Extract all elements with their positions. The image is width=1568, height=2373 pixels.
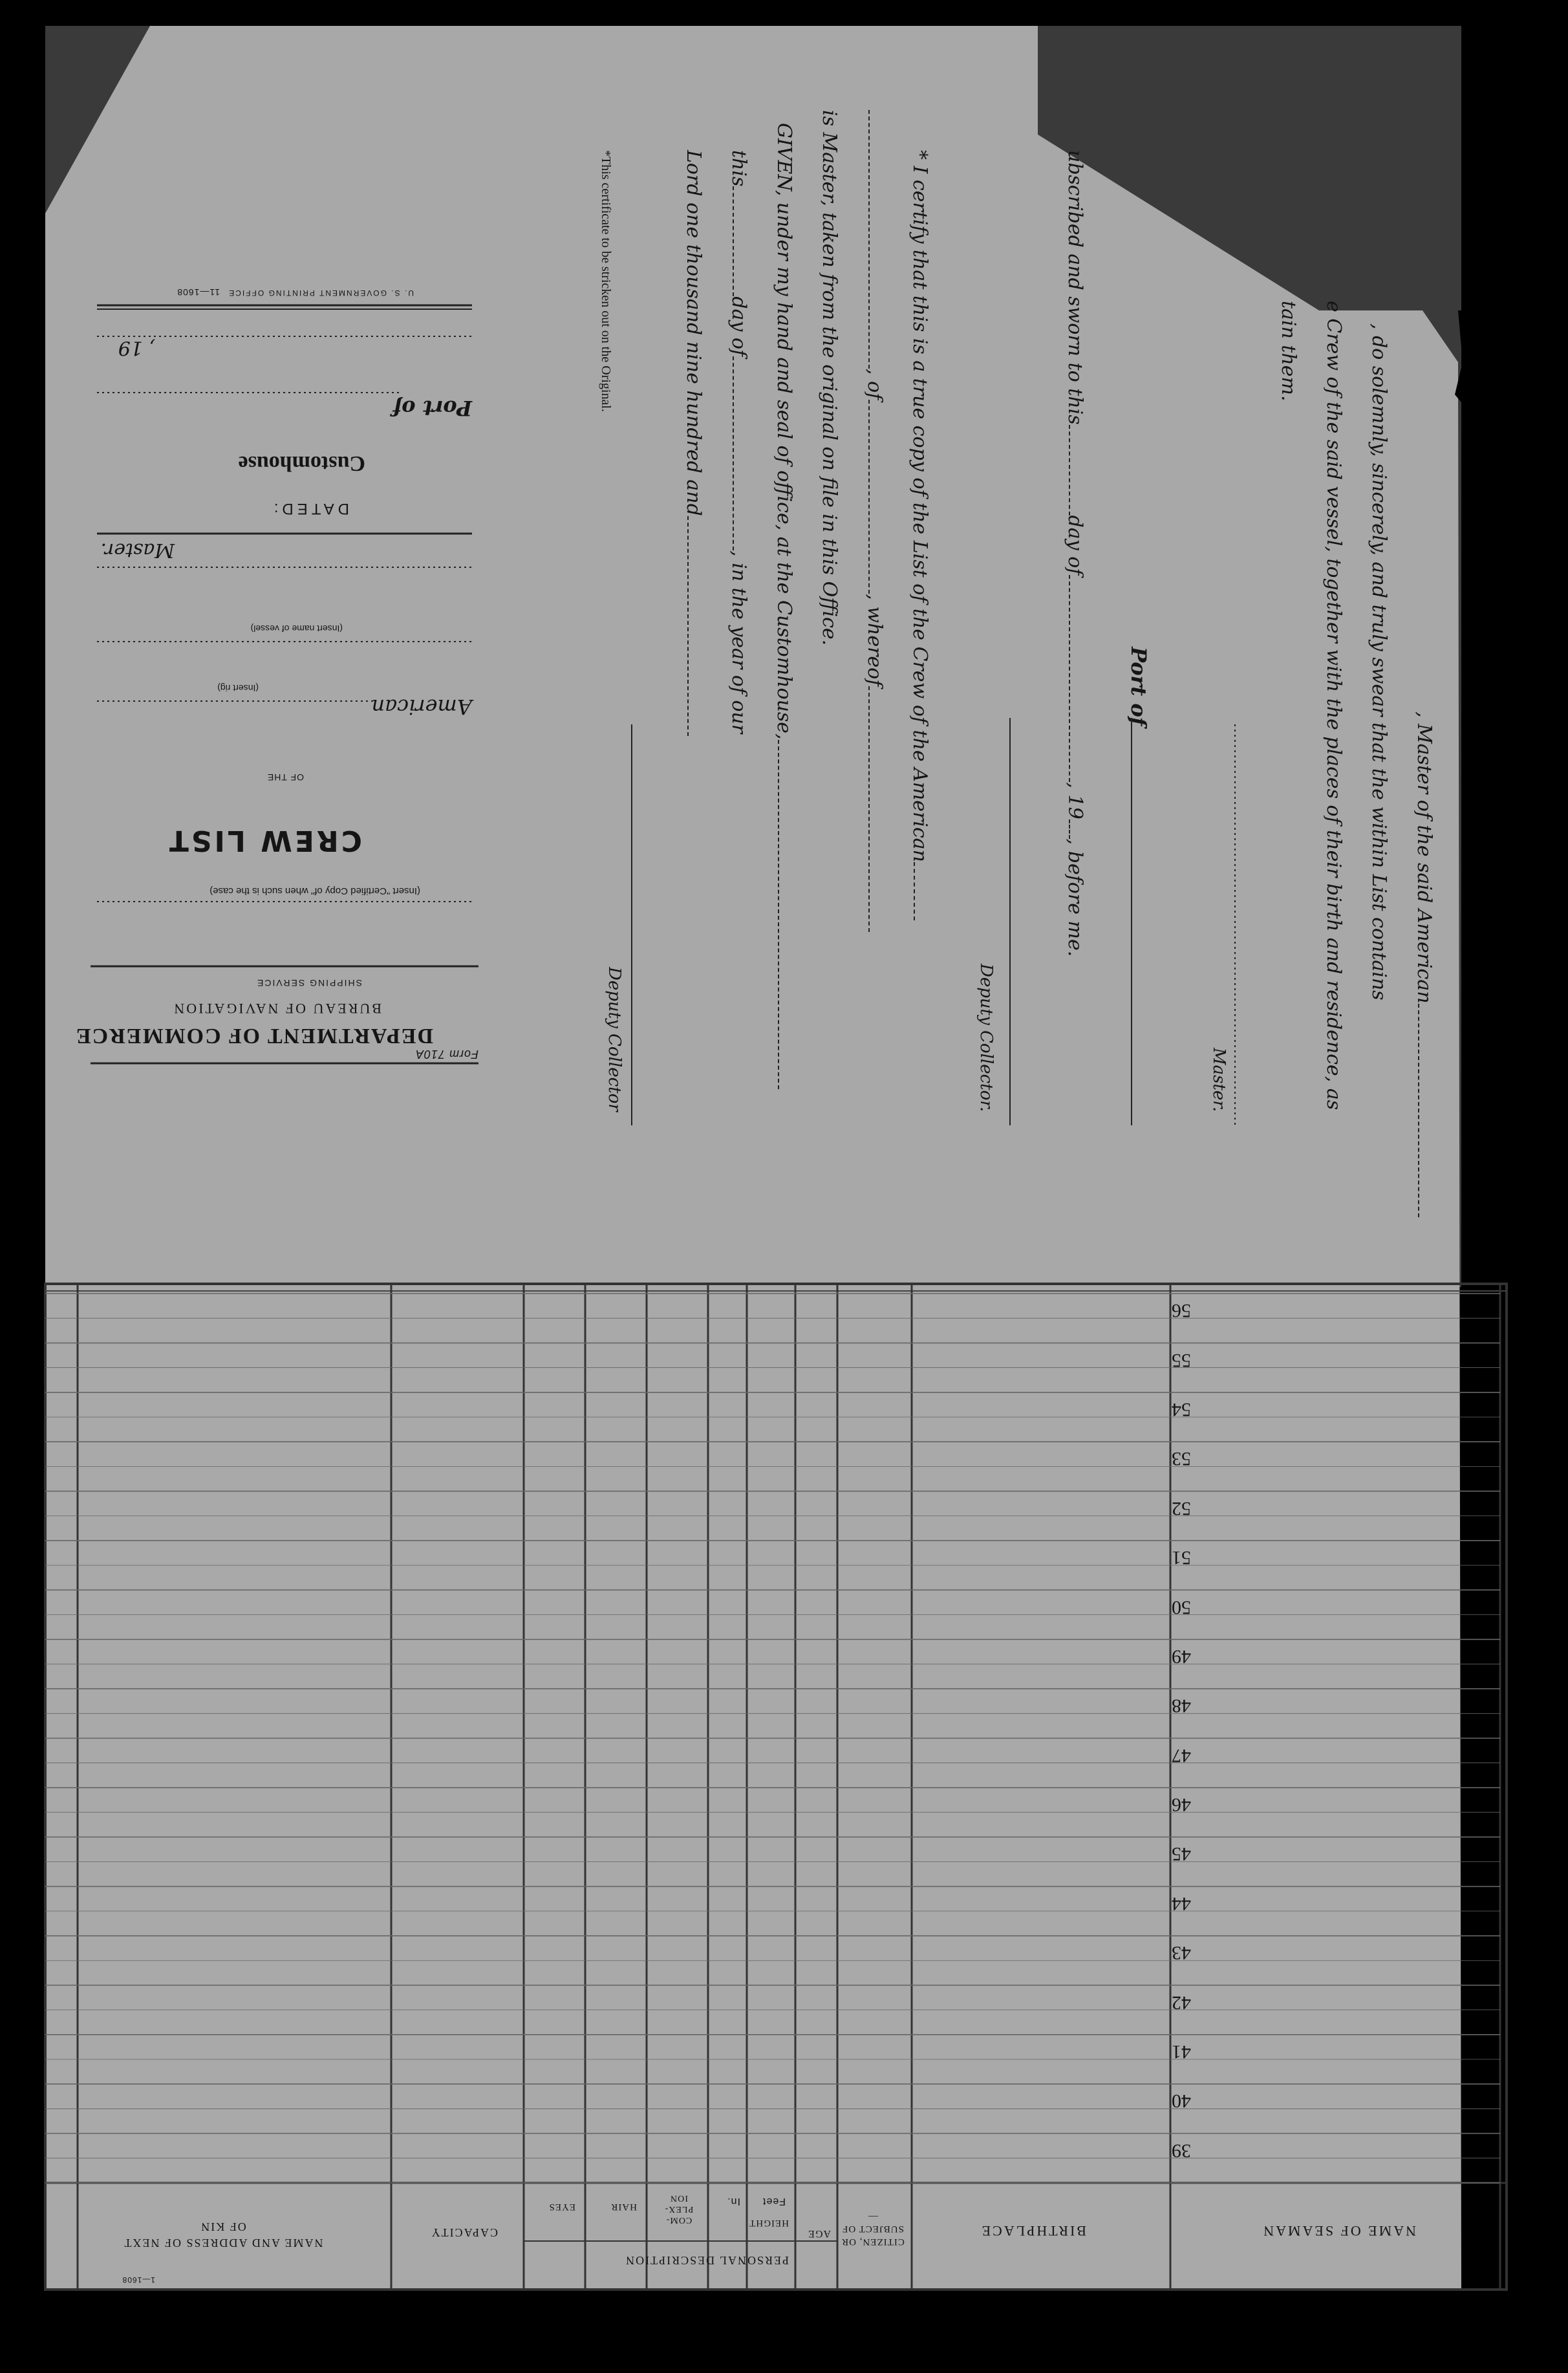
row-number: 46 xyxy=(1172,1794,1191,1816)
row-number: 45 xyxy=(1172,1843,1191,1865)
row-number: 55 xyxy=(1172,1349,1191,1371)
header-eyes: EYES xyxy=(548,2202,575,2212)
header-height: HEIGHT xyxy=(749,2218,789,2228)
oath-line-1: , Master of the said American xyxy=(1413,711,1435,1217)
form-number: Form 710A xyxy=(414,1048,478,1061)
row-number: 54 xyxy=(1172,1398,1191,1420)
header-citizen: CITIZEN, OR SUBJECT OF— xyxy=(841,2211,905,2247)
row-number: 39 xyxy=(1172,2140,1191,2162)
certificate-line-2: , of, whereof xyxy=(863,110,886,932)
crew-list-title: CREW LIST xyxy=(166,824,362,857)
certificate-line-1: * I certify that this is a true copy of the List of the Crew of the American xyxy=(908,150,931,920)
oath-sworn-line: ubscribed and sworn to thisday of, 19, before me. xyxy=(1064,150,1086,957)
row-number: 47 xyxy=(1172,1744,1191,1766)
department-title: DEPARTMENT OF COMMERCE xyxy=(74,1024,433,1048)
header-personal-description: PERSONAL DESCRIPTION xyxy=(625,2254,789,2267)
bureau-title: BUREAU OF NAVIGATION xyxy=(172,1001,381,1017)
certificate-line-6: Lord one thousand nine hundred and xyxy=(682,150,705,736)
rule xyxy=(91,1061,478,1066)
certified-note: (Insert "Certified Copy of" when such is the case) xyxy=(209,885,420,896)
row-number: 48 xyxy=(1172,1695,1191,1717)
header-hair: HAIR xyxy=(610,2202,637,2212)
row-number: 44 xyxy=(1172,1892,1191,1914)
header-inches: In. xyxy=(727,2196,740,2207)
certificate-deputy-line xyxy=(630,724,633,1125)
top-portion-shade xyxy=(45,26,1461,1287)
header-feet: Feet xyxy=(762,2196,786,2207)
vessel-line xyxy=(97,640,472,643)
row-number: 42 xyxy=(1172,1991,1191,2013)
header-next-of-kin: NAME AND ADDRESS OF NEXT OF KIN xyxy=(123,2220,323,2249)
american-label: American xyxy=(371,695,472,719)
oath-line-2: , do solemnly, sincerely, and truly swear that the within List contains xyxy=(1368,323,1390,1001)
header-birthplace: BIRTHPLACE xyxy=(980,2223,1086,2239)
deputy-line xyxy=(1009,718,1011,1125)
port-line xyxy=(97,391,401,394)
port-of-label: Port of xyxy=(392,396,472,420)
header-name-of-seaman: NAME OF SEAMAN xyxy=(1262,2223,1416,2239)
row-number: 53 xyxy=(1172,1448,1191,1470)
header-age: AGE xyxy=(808,2228,831,2239)
certificate-line-5: thisday of, in the year of our xyxy=(727,150,750,734)
certificate-line-4: GIVEN, under my hand and seal of office, at the Customhouse, xyxy=(773,123,795,1089)
oath-deputy-label: Deputy Collector. xyxy=(976,964,996,1112)
oath-port-line xyxy=(1130,718,1133,1125)
row-number: 41 xyxy=(1172,2041,1191,2063)
master-label: Master. xyxy=(100,539,175,561)
printer-label: U. S. GOVERNMENT PRINTING OFFICE xyxy=(228,288,414,298)
print-code: 11—1608 xyxy=(177,287,220,298)
row-number: 51 xyxy=(1172,1547,1191,1569)
insert-rig: (Insert rig) xyxy=(217,683,259,693)
year-label: , 19 xyxy=(118,336,155,359)
certificate-footnote: *This certificate to be stricken out on the Original. xyxy=(599,150,613,412)
insert-vessel: (Insert name of vessel) xyxy=(250,623,343,634)
table-code: 1—1608 xyxy=(122,2275,155,2284)
customhouse-label: Customhouse xyxy=(238,451,365,475)
rig-line xyxy=(97,700,375,702)
header-complexion: COM- PLEX- ION xyxy=(664,2193,694,2225)
service-title: SHIPPING SERVICE xyxy=(255,978,362,988)
oath-master-label: Master. xyxy=(1209,1048,1229,1112)
of-the-label: OF THE xyxy=(266,772,304,783)
certificate-deputy-label: Deputy Collector xyxy=(605,967,624,1112)
row-number: 56 xyxy=(1172,1300,1191,1322)
oath-port-of: Port of xyxy=(1126,647,1151,726)
row-number: 52 xyxy=(1172,1497,1191,1519)
torn-edge xyxy=(1455,310,1507,420)
rule xyxy=(97,532,472,536)
master-line xyxy=(97,566,472,569)
oath-line-3: e Crew of the said vessel, together with the places of their birth and residence, as xyxy=(1322,301,1345,1111)
row-number: 49 xyxy=(1172,1645,1191,1667)
oath-line-4: tain them. xyxy=(1277,301,1300,402)
master-signature-line xyxy=(1234,724,1236,1125)
rule xyxy=(97,304,472,310)
certified-copy-line xyxy=(97,900,472,903)
dated-label: DATED: xyxy=(270,500,349,517)
date-line xyxy=(97,335,472,338)
rule xyxy=(91,964,478,969)
row-number: 40 xyxy=(1172,2090,1191,2112)
header-capacity: CAPACITY xyxy=(430,2226,498,2239)
row-number: 50 xyxy=(1172,1596,1191,1618)
row-number: 43 xyxy=(1172,1942,1191,1964)
certificate-line-3: is Master, taken from the original on file in this Office. xyxy=(818,110,841,646)
